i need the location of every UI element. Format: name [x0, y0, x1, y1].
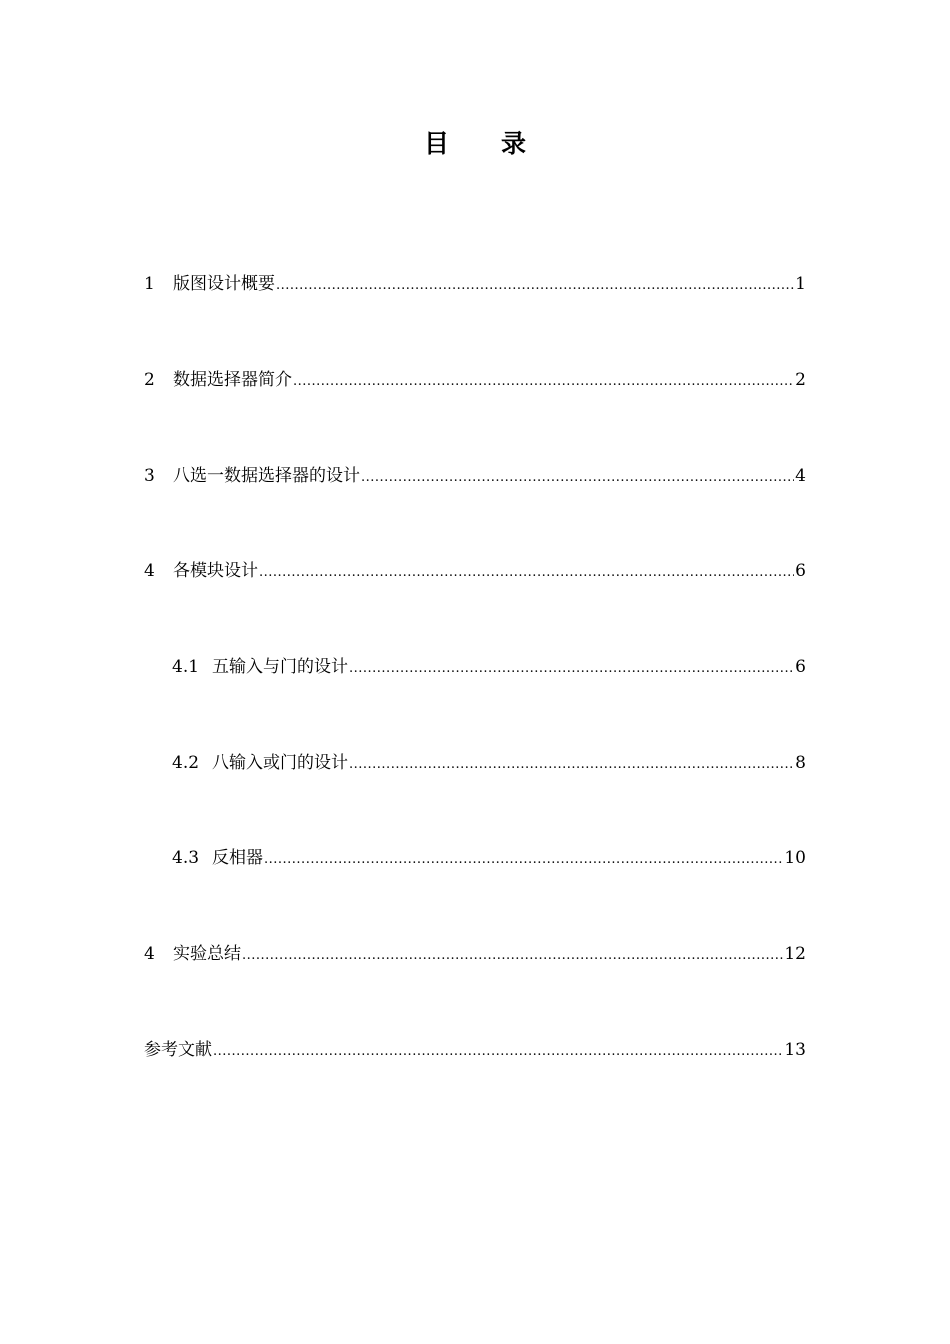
- toc-entry-page: 6: [795, 561, 806, 581]
- toc-leader-dots: [349, 755, 794, 775]
- toc-entry-title: 各模块设计: [173, 561, 258, 581]
- toc-entry-title: 参考文献: [144, 1040, 212, 1060]
- toc-entry-number: 4.3: [172, 848, 200, 868]
- toc-entry-title: 八选一数据选择器的设计: [173, 466, 360, 486]
- toc-entry-title: 版图设计概要: [173, 274, 275, 294]
- toc-entry-summary[interactable]: [144, 944, 806, 966]
- toc-entry-page: 12: [784, 944, 806, 964]
- toc-leader-dots: [349, 659, 794, 679]
- toc-entry-title: 反相器: [212, 848, 263, 868]
- toc-entry-4[interactable]: [144, 561, 806, 583]
- toc-leader-dots: [264, 850, 783, 870]
- toc-entry-number: 2: [144, 370, 155, 390]
- toc-entry-number: 3: [144, 466, 155, 486]
- toc-entry-4-2[interactable]: [172, 753, 806, 775]
- toc-entry-number: 4.1: [172, 657, 200, 677]
- toc-entry-number: 4.2: [172, 753, 200, 773]
- toc-leader-dots: [293, 372, 794, 392]
- toc-entry-page: 1: [795, 274, 806, 294]
- toc-entry-page: 4: [795, 466, 806, 486]
- toc-entry-number: 1: [144, 274, 155, 294]
- toc-leader-dots: [242, 946, 783, 966]
- toc-entry-title: 实验总结: [173, 944, 241, 964]
- toc-entry-4-3[interactable]: [172, 848, 806, 870]
- toc-entry-4-1[interactable]: [172, 657, 806, 679]
- toc-entry-references[interactable]: [144, 1040, 806, 1062]
- toc-entry-page: 8: [795, 753, 806, 773]
- toc-entry-page: 6: [795, 657, 806, 677]
- toc-entry-title: 数据选择器简介: [173, 370, 292, 390]
- toc-leader-dots: [361, 468, 794, 488]
- toc-entry-number: 4: [144, 561, 155, 581]
- title-char-1: 目: [423, 129, 449, 158]
- toc-entry-3[interactable]: [144, 466, 806, 488]
- title-char-2: 录: [501, 129, 527, 158]
- toc-entry-page: 13: [784, 1040, 806, 1060]
- toc-entry-number: 4: [144, 944, 155, 964]
- toc-leader-dots: [276, 276, 794, 296]
- toc-entry-1[interactable]: [144, 274, 806, 296]
- toc-entry-2[interactable]: [144, 370, 806, 392]
- toc-entry-title: 五输入与门的设计: [212, 657, 348, 677]
- toc-entry-title: 八输入或门的设计: [212, 753, 348, 773]
- toc-entry-page: 10: [784, 848, 806, 868]
- toc-entry-page: 2: [795, 370, 806, 390]
- toc-leader-dots: [259, 563, 794, 583]
- toc-leader-dots: [213, 1042, 783, 1062]
